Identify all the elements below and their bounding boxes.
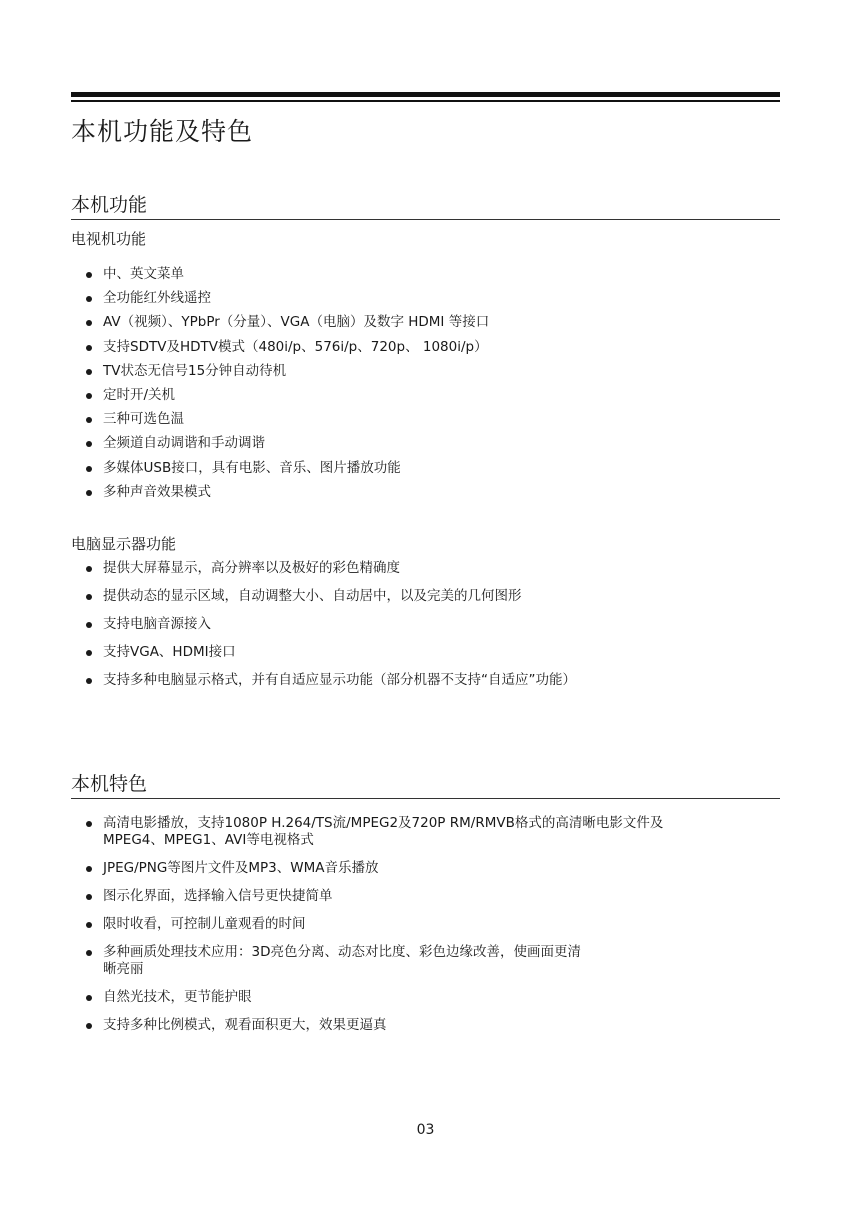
bullet-icon: [86, 950, 92, 956]
section-title-features: 本机特色: [71, 773, 148, 795]
list-item-text: 全功能红外线遥控: [103, 290, 211, 307]
list-item: [71, 888, 663, 905]
list-item-text: 多种画质处理技术应用：3D亮色分离、动态对比度、彩色边缘改善，使画面更清: [103, 944, 581, 960]
list-item: [71, 616, 576, 644]
bullet-icon: [86, 296, 92, 302]
list-item-text: 全频道自动调谐和手动调谐: [103, 435, 265, 452]
list-item: [71, 860, 663, 877]
header-rule-thick: [71, 92, 780, 97]
bullet-icon: [86, 1023, 92, 1029]
bullet-icon: [86, 894, 92, 900]
bullet-icon: [86, 369, 92, 375]
list-item: [71, 672, 576, 700]
list-item: [71, 560, 576, 588]
header-rule-thin: [71, 100, 780, 102]
list-item: [71, 815, 663, 849]
subsection-title-pc: 电脑显示器功能: [71, 535, 177, 553]
list-item-text: TV状态无信号15分钟自动待机: [103, 362, 287, 379]
list-item: [71, 989, 663, 1006]
list-item-text: 中、英文菜单: [103, 266, 184, 282]
list-item: [71, 484, 489, 508]
list-item: [71, 363, 489, 387]
list-item-text: 图示化界面，选择输入信号更快捷简单: [103, 888, 333, 904]
bullet-icon: [86, 650, 92, 656]
bullet-icon: [86, 821, 92, 827]
list-item: [71, 435, 489, 459]
list-item-text: 支持SDTV及HDTV模式（480i/p、576i/p、720p、 1080i/p）: [103, 338, 488, 355]
list-item-text: 自然光技术，更节能护眼: [103, 989, 252, 1005]
list-item: [71, 411, 489, 435]
list-item: [71, 266, 489, 290]
bullet-icon: [86, 393, 92, 399]
bullet-icon: [86, 922, 92, 928]
list-item: [71, 290, 489, 314]
subsection-title-tv: 电视机功能: [71, 230, 147, 248]
list-item-text: 提供动态的显示区域，自动调整大小、自动居中，以及完美的几何图形: [103, 588, 522, 604]
bullet-icon: [86, 466, 92, 472]
list-item: [71, 916, 663, 933]
list-item: [71, 588, 576, 616]
list-item-text: AV（视频）、YPbPr（分量）、VGA（电脑）及数字 HDMI 等接口: [103, 314, 490, 331]
list-item-text: 支持电脑音源接入: [103, 616, 211, 632]
tv-function-list: [71, 266, 489, 508]
section-title-functions: 本机功能: [71, 194, 148, 216]
page-title: 本机功能及特色: [71, 117, 254, 146]
bullet-icon: [86, 678, 92, 684]
list-item-text-continued: MPEG4、MPEG1、AVI等电视格式: [103, 832, 314, 848]
list-item: [71, 314, 489, 338]
section-rule-features: [71, 798, 780, 799]
list-item: [71, 460, 489, 484]
list-item-text: 高清电影播放，支持1080P H.264/TS流/MPEG2及720P RM/RMVB格式的高清晰电影文件及: [103, 815, 664, 831]
list-item-text: 定时开/关机: [103, 386, 176, 403]
list-item-text-continued: 晰亮丽: [103, 961, 144, 977]
list-item: [71, 387, 489, 411]
list-item: [71, 339, 489, 363]
bullet-icon: [86, 622, 92, 628]
list-item-text: 支持VGA、HDMI接口: [103, 644, 236, 660]
bullet-icon: [86, 272, 92, 278]
pc-function-list: [71, 560, 576, 700]
list-item: [71, 944, 663, 978]
list-item-text: 三种可选色温: [103, 411, 184, 428]
section-rule-functions: [71, 219, 780, 220]
bullet-icon: [86, 995, 92, 1001]
list-item-text: 多媒体USB接口，具有电影、音乐、图片播放功能: [103, 459, 401, 476]
list-item: [71, 1017, 663, 1034]
bullet-icon: [86, 594, 92, 600]
feature-list: [71, 815, 663, 1045]
bullet-icon: [86, 490, 92, 496]
page-number: 03: [416, 1122, 435, 1138]
list-item: [71, 644, 576, 672]
list-item-text: 提供大屏幕显示，高分辨率以及极好的彩色精确度: [103, 560, 400, 576]
bullet-icon: [86, 320, 92, 326]
list-item-text: 多种声音效果模式: [103, 483, 211, 500]
bullet-icon: [86, 566, 92, 572]
list-item-text: 限时收看，可控制儿童观看的时间: [103, 916, 306, 932]
bullet-icon: [86, 345, 92, 351]
bullet-icon: [86, 441, 92, 447]
list-item-text: 支持多种电脑显示格式，并有自适应显示功能（部分机器不支持“自适应”功能）: [103, 672, 576, 688]
bullet-icon: [86, 866, 92, 872]
list-item-text: JPEG/PNG等图片文件及MP3、WMA音乐播放: [103, 860, 379, 876]
bullet-icon: [86, 417, 92, 423]
list-item-text: 支持多种比例模式，观看面积更大，效果更逼真: [103, 1017, 387, 1033]
